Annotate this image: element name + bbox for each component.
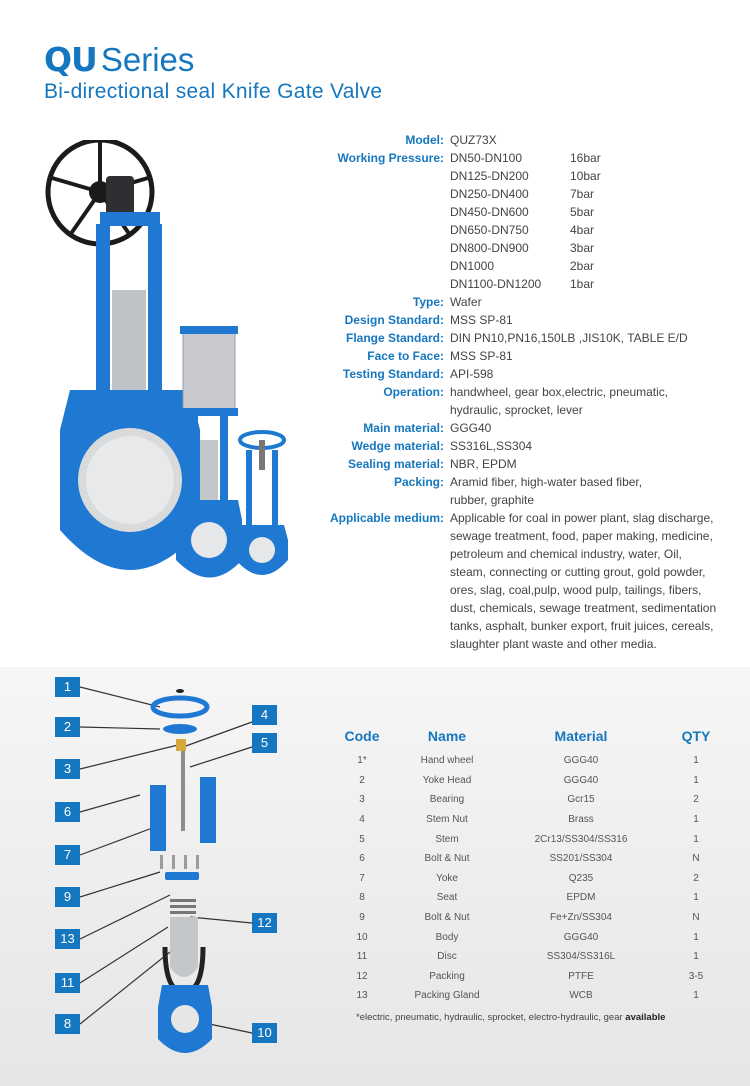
header-material: Material	[554, 728, 608, 744]
pressure-row: DN450-DN600 5bar	[450, 205, 595, 219]
stem-part	[181, 751, 185, 831]
spec-value: handwheel, gear box,electric, pneumatic, hydraulic, sprocket, lever	[450, 385, 669, 417]
spec-wedge-material	[300, 437, 740, 455]
callout-6: 6	[55, 802, 80, 822]
table-row: 11 Disc SS304/SS316L 1	[356, 951, 699, 963]
spec-value: Aramid fiber, high-water based fiber, rubber, graphite	[450, 475, 643, 507]
exploded-view	[0, 667, 300, 1086]
table-row: 2 Yoke Head GGG40 1	[359, 774, 699, 786]
spec-sealing-material	[300, 455, 740, 473]
table-row: 12 Packing PTFE 3-5	[356, 970, 704, 982]
spec-operation	[300, 383, 740, 419]
callout-7: 7	[55, 845, 80, 865]
spec-label: Wedge material:	[351, 439, 444, 453]
pressure-row: DN125-DN200 10bar	[450, 169, 601, 183]
spec-label: Main material:	[363, 421, 444, 435]
spec-value: DIN PN10,PN16,150LB ,JIS10K, TABLE E/D	[450, 331, 688, 345]
parts-table	[336, 725, 736, 1023]
spec-value: Wafer	[450, 295, 482, 309]
spec-working-pressure	[300, 149, 740, 293]
page-subtitle: Bi-directional seal Knife Gate Valve	[44, 80, 383, 103]
table-row: 4 Stem Nut Brass 1	[359, 814, 699, 826]
table-row: 10 Body GGG40 1	[356, 931, 699, 943]
packing-gland-part	[165, 872, 199, 880]
spec-packing	[300, 473, 740, 509]
callout-11: 11	[55, 973, 80, 993]
spec-label: Model:	[405, 133, 444, 147]
large-valve-image	[48, 140, 200, 570]
spec-value: QUZ73X	[450, 133, 497, 147]
spec-testing-standard	[300, 365, 740, 383]
callout-10: 10	[252, 1023, 277, 1043]
spec-main-material	[300, 419, 740, 437]
callout-9: 9	[55, 887, 80, 907]
callout-12: 12	[252, 913, 277, 933]
spec-value: GGG40	[450, 421, 492, 435]
callout-4: 4	[252, 705, 277, 725]
table-row: 7 Yoke Q235 2	[359, 872, 699, 884]
yoke-head-part	[163, 724, 197, 734]
specifications	[300, 131, 740, 653]
product-illustration	[30, 140, 310, 610]
spec-label: Sealing material:	[347, 457, 444, 471]
availability-note: *electric, pneumatic, hydraulic, sprocket, electro-hydraulic, gear available	[356, 1011, 666, 1023]
parts-header-row	[336, 725, 736, 751]
table-row: 5 Stem 2Cr13/SS304/SS316 1	[359, 833, 699, 845]
small-valve-image	[236, 432, 288, 575]
callout-8: 8	[55, 1014, 80, 1034]
spec-value: MSS SP-81	[450, 313, 513, 327]
table-row: 13 Packing Gland WCB 1	[356, 990, 699, 1002]
yoke-part-right	[200, 777, 216, 843]
table-row: 1* Hand wheel GGG40 1	[357, 755, 699, 767]
pressure-row: DN250-DN400 7bar	[450, 187, 595, 201]
spec-type	[300, 293, 740, 311]
table-row: 9 Bolt & Nut Fe+Zn/SS304 N	[359, 912, 700, 924]
spec-value: NBR, EPDM	[450, 457, 517, 471]
callout-1: 1	[55, 677, 80, 697]
spec-applicable-medium	[300, 509, 740, 653]
callout-5: 5	[252, 733, 277, 753]
spec-label: Applicable medium:	[329, 511, 444, 525]
pressure-row: DN650-DN750 4bar	[450, 223, 595, 237]
spec-design-standard	[300, 311, 740, 329]
callout-3: 3	[55, 759, 80, 779]
table-row: 8 Seat EPDM 1	[359, 892, 699, 904]
yoke-part-left	[150, 785, 166, 851]
spec-value: SS316L,SS304	[450, 439, 533, 453]
table-row: 3 Bearing Gcr15 2	[359, 794, 699, 806]
disc-part	[170, 917, 198, 977]
spec-label: Face to Face:	[367, 349, 444, 363]
stem-nut-part	[176, 739, 186, 751]
handwheel-part	[153, 698, 207, 716]
pressure-row: DN1000 2bar	[450, 259, 595, 273]
spec-label: Testing Standard:	[342, 367, 444, 381]
pressure-row: DN1100-DN1200 1bar	[450, 277, 595, 291]
page-title	[44, 40, 194, 79]
header-code: Code	[344, 728, 380, 744]
table-row: 6 Bolt & Nut SS201/SS304 N	[359, 853, 700, 865]
title-series-code: QU	[44, 40, 97, 79]
spec-flange-standard	[300, 329, 740, 347]
pressure-row: DN50-DN100 16bar	[450, 151, 601, 165]
spec-value: Applicable for coal in power plant, slag discharge, sewage treatment, food, paper making, medicine, petroleum and chemical industry, water, Oil, steam, connecting or cutting grout, gold powder, ores, slag, coal,pulp, wood pulp, tailings, fibers, dust, chemicals, sewage treatment, sedimentation tanks, asphalt, bunker export, fruit juices, cereals, slaughter plant waste and other media.	[450, 511, 717, 651]
callout-2: 2	[55, 717, 80, 737]
spec-label: Design Standard:	[344, 313, 444, 327]
spec-value: MSS SP-81	[450, 349, 513, 363]
header-name: Name	[427, 728, 467, 744]
pressure-table	[450, 149, 740, 293]
spec-label: Packing:	[393, 475, 444, 489]
spec-model	[300, 131, 740, 149]
spec-label: Type:	[412, 295, 444, 309]
spec-label: Working Pressure:	[337, 151, 444, 165]
header-qty: QTY	[681, 728, 711, 744]
spec-value: API-598	[450, 367, 494, 381]
spec-label: Flange Standard:	[345, 331, 444, 345]
spec-label: Operation:	[383, 385, 444, 399]
title-series-word: Series	[100, 41, 195, 78]
callout-13: 13	[55, 929, 80, 949]
parts-section	[0, 667, 750, 1086]
spec-face-to-face	[300, 347, 740, 365]
pressure-row: DN800-DN900 3bar	[450, 241, 595, 255]
